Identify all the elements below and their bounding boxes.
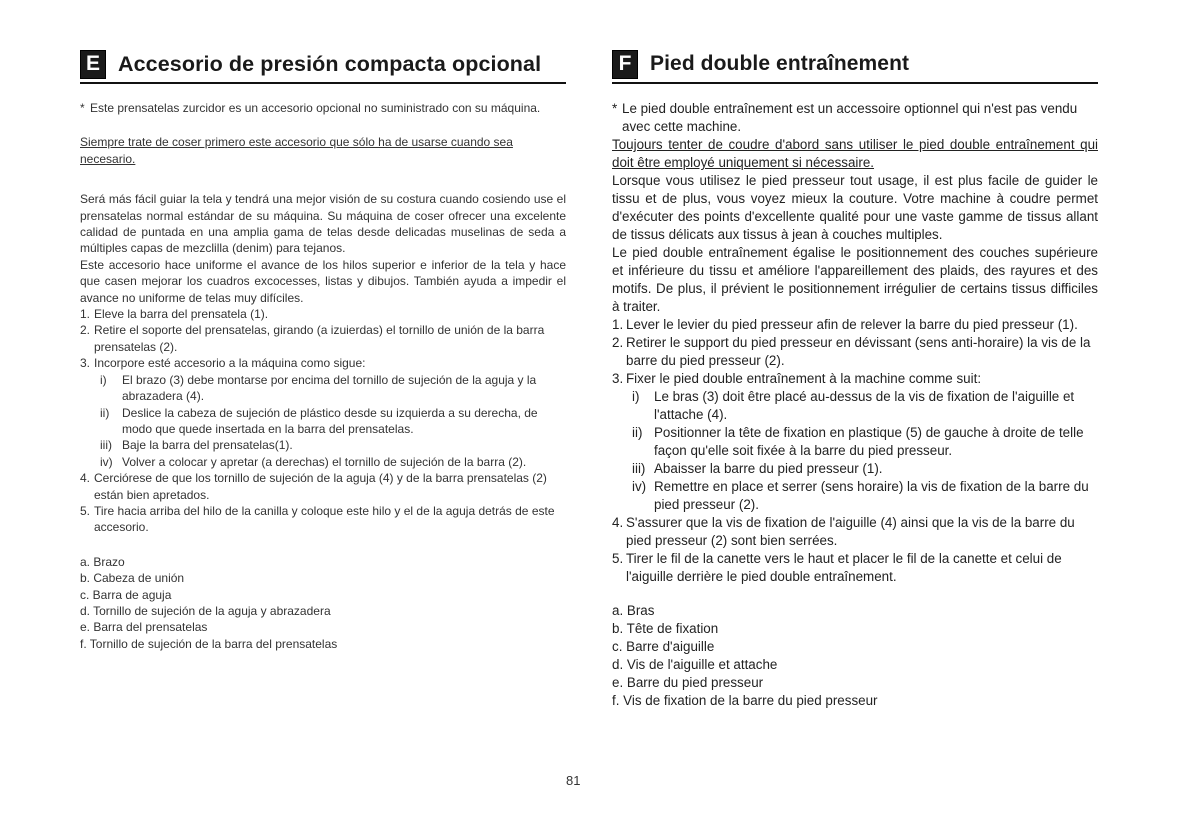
legend-item: a. Brazo bbox=[80, 554, 125, 569]
step-item: 3. Incorpore esté accesorio a la máquina como sigue: bbox=[80, 356, 366, 371]
step-item: 1. Lever le levier du pied presseur afin de relever la barre du pied presseur (1). bbox=[612, 317, 1078, 332]
asterisk-icon: * bbox=[612, 101, 618, 116]
parts-legend bbox=[612, 602, 1098, 710]
steps-list-continued bbox=[612, 514, 1098, 586]
substep-item: ii) Deslice la cabeza de sujeción de plástico desde su izquierda a su derecha, de modo que quede insertada en la barra del prensatelas. bbox=[100, 405, 538, 436]
section-header-spanish bbox=[80, 48, 566, 84]
substep-item: iii) Baje la barra del prensatelas(1). bbox=[100, 438, 293, 453]
parts-legend bbox=[80, 554, 566, 652]
note-text: Este prensatelas zurcidor es un accesorio opcional no suministrado con su máquina. bbox=[90, 101, 541, 115]
legend-item: b. Cabeza de unión bbox=[80, 571, 185, 586]
legend-item: c. Barre d'aiguille bbox=[612, 639, 715, 654]
substep-item: i) El brazo (3) debe montarse por encima del tornillo de sujeción de la aguja y la abrazadera (4). bbox=[100, 372, 537, 404]
legend-item: a. Bras bbox=[612, 603, 655, 618]
substeps-list bbox=[80, 372, 566, 470]
asterisk-icon: * bbox=[80, 101, 85, 115]
legend-item: f. Tornillo de sujeción de la barra del prensatelas bbox=[80, 636, 338, 651]
legend-item: f. Vis de fixation de la barre du pied presseur bbox=[612, 693, 878, 708]
section-title: Pied double entraînement bbox=[650, 52, 910, 75]
legend-item: d. Tornillo de sujeción de la aguja y abrazadera bbox=[80, 603, 331, 618]
optional-note bbox=[612, 100, 1098, 136]
note-text: Le pied double entraînement est un accessoire optionnel qui n'est pas vendu avec cette machine. bbox=[622, 101, 1078, 134]
spanish-section bbox=[80, 48, 566, 652]
substep-item: i) Le bras (3) doit être placé au-dessus de la vis de fixation de l'aiguille et l'attache (4). bbox=[632, 389, 1075, 422]
section-header-french bbox=[612, 48, 1098, 84]
substeps-list bbox=[612, 388, 1098, 514]
language-badge-e: E bbox=[80, 50, 106, 79]
optional-note bbox=[80, 100, 566, 116]
description-paragraph: Le pied double entraînement égalise le positionnement des couches supérieure et inférieure du tissu et améliore l'appareillement des plaids, des rayures et des motifs. De plus, il prévient le positionnement irrégulier de certains tissus difficiles à traiter. bbox=[612, 245, 1098, 314]
section-title: Accesorio de presión compacta opcional bbox=[118, 51, 542, 76]
step-item: 1. Eleve la barra del prensatela (1). bbox=[80, 307, 269, 322]
intro-paragraph: Será más fácil guiar la tela y tendrá una mejor visión de su costura cuando cosiendo use el prensatelas normal estándar de su máquina. Su máquina de coser ofrecer una excelente calidad de puntada en una amplia gama de telas desde delicadas muselinas de seda a múltiples capas de mezclilla (denim) para tejanos. bbox=[80, 192, 566, 256]
step-item: 2. Retire el soporte del prensatelas, girando (a izuierdas) el tornillo de unión de la barra prensatelas (2). bbox=[80, 323, 545, 354]
substep-item: ii) Positionner la tête de fixation en plastique (5) de gauche à droite de telle façon qu'elle soit fixée à la barre du pied presseur. bbox=[632, 425, 1084, 458]
legend-item: b. Tête de fixation bbox=[612, 621, 719, 636]
legend-item: d. Vis de l'aiguille et attache bbox=[612, 657, 778, 672]
warning-text: Toujours tenter de coudre d'abord sans utiliser le pied double entraînement qui doit être employé uniquement si nécessaire. bbox=[612, 137, 1098, 170]
steps-list-continued bbox=[80, 470, 566, 536]
legend-item: c. Barra de aguja bbox=[80, 587, 172, 602]
substep-item: iv) Remettre en place et serrer (sens horaire) la vis de fixation de la barre du pied presseur (2). bbox=[632, 479, 1089, 512]
substep-item: iv) Volver a colocar y apretar (a derechas) el tornillo de sujeción de la barra (2). bbox=[100, 454, 527, 469]
step-item: 5. Tirer le fil de la canette vers le haut et placer le fil de la canette et celui de l'aiguille derrière le pied double entraînement. bbox=[612, 551, 1062, 584]
language-badge-f: F bbox=[612, 50, 638, 79]
step-item: 2. Retirer le support du pied presseur en dévissant (sens anti-horaire) la vis de la barre du pied presseur (2). bbox=[612, 335, 1091, 368]
step-item: 5. Tire hacia arriba del hilo de la canilla y coloque este hilo y el de la aguja detrás de este accesorio. bbox=[80, 503, 555, 535]
legend-item: e. Barra del prensatelas bbox=[80, 620, 208, 635]
substep-item: iii) Abaisser la barre du pied presseur (1). bbox=[632, 461, 883, 476]
step-item: 3. Fixer le pied double entraînement à la machine comme suit: bbox=[612, 371, 982, 386]
step-item: 4. S'assurer que la vis de fixation de l'aiguille (4) ainsi que la vis de la barre du pied presseur (2) sont bien serrées. bbox=[612, 515, 1075, 548]
step-item: 4. Cerciórese de que los tornillo de sujeción de la aguja (4) y de la barra prensatelas (2) están bien apretados. bbox=[80, 471, 547, 502]
steps-list bbox=[80, 306, 566, 372]
description-paragraph: Este accesorio hace uniforme el avance de los hilos superior e inferior de la tela y hace que casen mejorar los cuadros excocesses, listas y dibujos. También ayuda a impedir el avance no uniforme de telas muy difíciles. bbox=[80, 257, 566, 305]
french-section bbox=[612, 48, 1098, 710]
intro-paragraph: Lorsque vous utilisez le pied presseur tout usage, il est plus facile de guider le tissu et de plus, vous voyez mieux la couture. Votre machine à coudre permet d'exécuter des points d'excellente qualité pour une vaste gamme de tissus allant de tissus délicats aux tissus à jean à couches multiples. bbox=[612, 173, 1098, 242]
page-number: 81 bbox=[566, 773, 581, 788]
warning-text: Siempre trate de coser primero este accesorio que sólo ha de usarse cuando sea necesario. bbox=[80, 135, 513, 166]
legend-item: e. Barre du pied presseur bbox=[612, 675, 764, 690]
steps-list bbox=[612, 316, 1098, 388]
